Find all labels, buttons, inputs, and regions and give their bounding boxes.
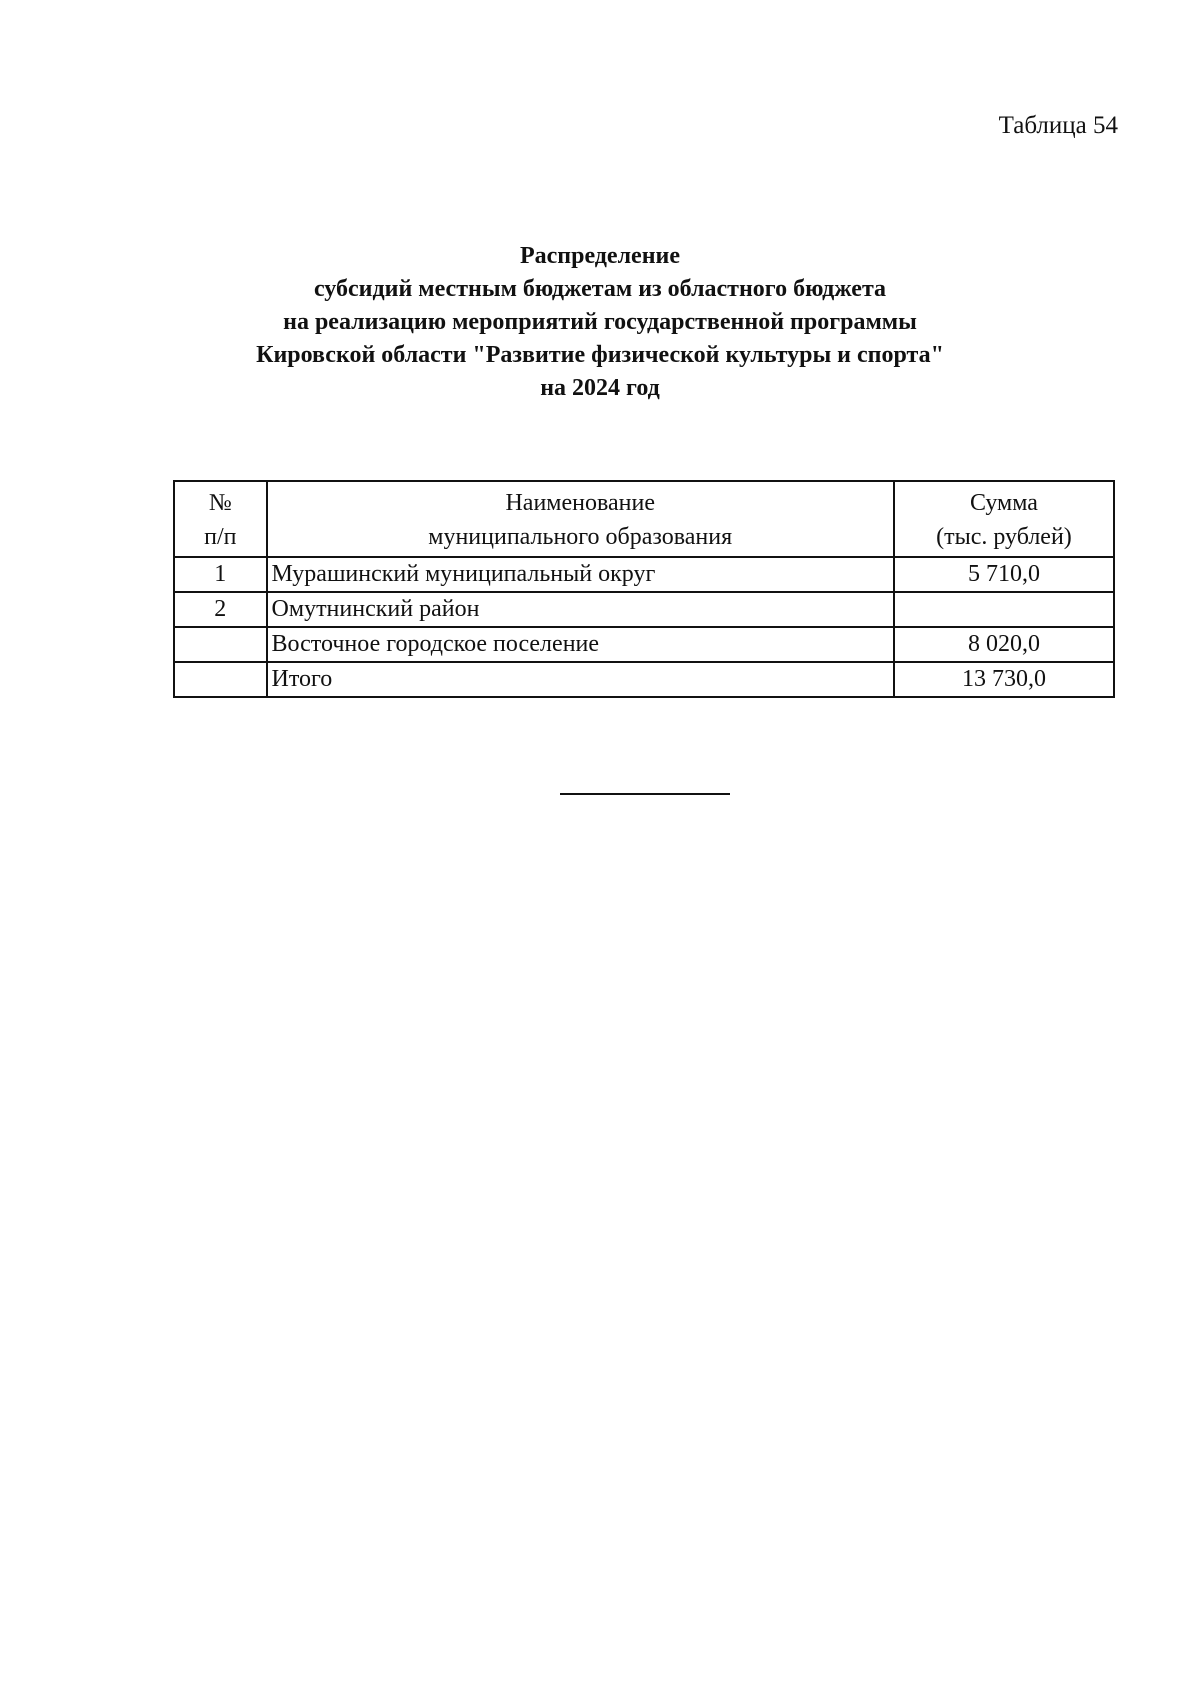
header-name-line-2: муниципального образования <box>428 524 733 550</box>
document-title <box>150 240 1050 405</box>
table-total-row <box>174 662 1114 697</box>
row-name: Омутнинский район <box>267 592 894 627</box>
table-row <box>174 592 1114 627</box>
title-line-2: субсидий местным бюджетам из областного бюджета <box>313 276 887 302</box>
row-sum: 8 020,0 <box>894 627 1114 662</box>
header-sum-line-2: (тыс. рублей) <box>936 524 1072 550</box>
table-row <box>174 557 1114 592</box>
header-name <box>267 481 894 557</box>
title-line-1: Распределение <box>519 243 681 269</box>
title-line-3: на реализацию мероприятий государственной программы <box>283 309 917 335</box>
row-number <box>174 662 267 697</box>
row-name: Мурашинский муниципальный округ <box>267 557 894 592</box>
table-header-row <box>174 481 1114 557</box>
header-number-line-1: № <box>208 490 232 516</box>
row-sum: 5 710,0 <box>894 557 1114 592</box>
table-row <box>174 627 1114 662</box>
title-line-5: на 2024 год <box>540 375 660 401</box>
subsidy-table <box>173 480 1115 698</box>
header-sum <box>894 481 1114 557</box>
row-number <box>174 627 267 662</box>
row-sum: 13 730,0 <box>894 662 1114 697</box>
header-name-line-1: Наименование <box>505 490 655 516</box>
header-number <box>174 481 267 557</box>
title-line-4: Кировской области "Развитие физической культуры и спорта" <box>256 342 944 368</box>
table-number: Таблица 54 <box>998 112 1118 139</box>
row-sum <box>894 592 1114 627</box>
end-divider-line <box>560 793 730 795</box>
row-number: 1 <box>174 557 267 592</box>
header-number-line-2: п/п <box>204 524 237 550</box>
row-name: Итого <box>267 662 894 697</box>
header-sum-line-1: Сумма <box>969 490 1038 516</box>
row-name: Восточное городское поселение <box>267 627 894 662</box>
row-number: 2 <box>174 592 267 627</box>
